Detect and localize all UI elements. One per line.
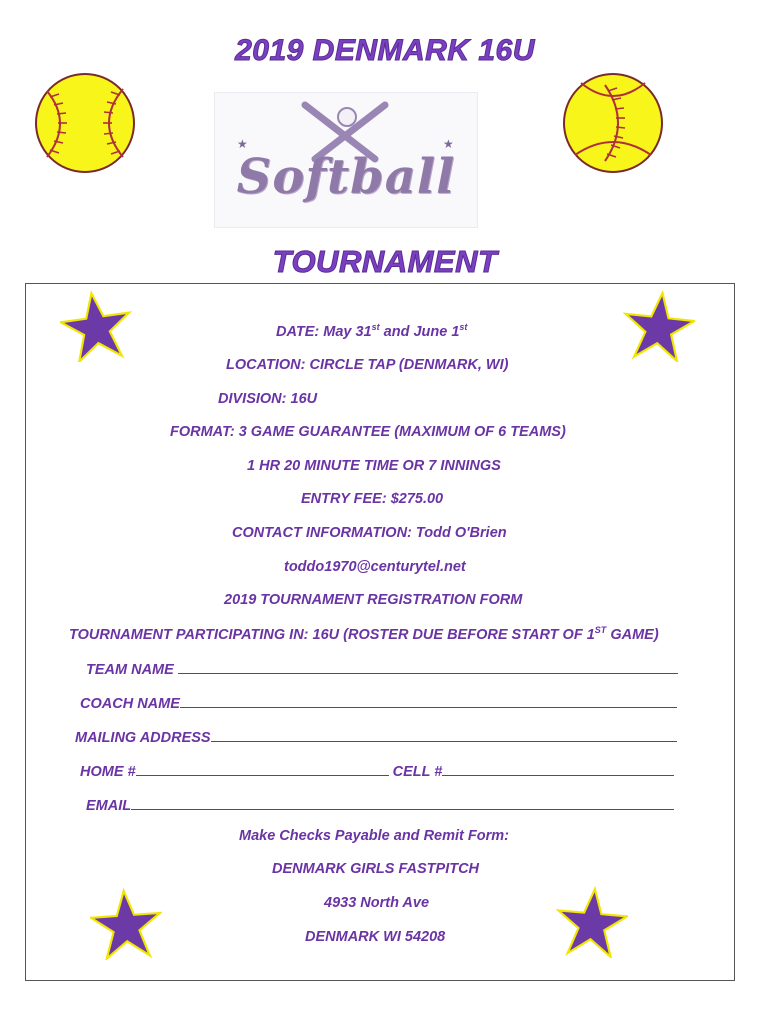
softball-left-icon	[33, 71, 137, 175]
time-limit-line: 1 HR 20 MINUTE TIME OR 7 INNINGS	[247, 458, 501, 474]
date-line: DATE: May 31st and June 1st	[276, 322, 468, 340]
remit-street: 4933 North Ave	[324, 895, 430, 911]
email-label: EMAIL	[86, 798, 132, 814]
email-field[interactable]	[131, 795, 674, 810]
remit-org: DENMARK GIRLS FASTPITCH	[272, 861, 480, 877]
contact-line: CONTACT INFORMATION: Todd O'Brien	[232, 525, 507, 541]
star-bottom-right-icon	[556, 886, 628, 958]
small-star-icon: ★	[443, 137, 454, 151]
mailing-address-row	[75, 727, 677, 746]
remit-city: DENMARK WI 54208	[305, 929, 446, 945]
page-title: 2019 DENMARK 16U	[235, 34, 535, 67]
home-phone-field[interactable]	[136, 761, 389, 776]
format-line: FORMAT: 3 GAME GUARANTEE (MAXIMUM OF 6 TEAMS)	[170, 424, 566, 440]
registration-heading: 2019 TOURNAMENT REGISTRATION FORM	[224, 592, 523, 608]
entry-fee-line: ENTRY FEE: $275.00	[301, 491, 444, 507]
softball-logo	[214, 92, 478, 228]
location-line: LOCATION: CIRCLE TAP (DENMARK, WI)	[226, 357, 509, 373]
division-line: DIVISION: 16U	[218, 391, 318, 407]
star-top-right-icon	[623, 290, 695, 362]
page-subtitle: TOURNAMENT	[272, 244, 498, 279]
participating-line: TOURNAMENT PARTICIPATING IN: 16U (ROSTER DUE BEFORE START OF 1ST GAME)	[69, 625, 659, 643]
team-name-field[interactable]	[178, 659, 678, 674]
star-top-left-icon	[60, 290, 132, 362]
cell-label: CELL #	[388, 764, 443, 780]
small-star-icon: ★	[237, 137, 248, 151]
logo-word: Softball	[236, 149, 456, 205]
email-row	[86, 795, 674, 814]
mailing-address-field[interactable]	[211, 727, 677, 742]
softball-right-icon	[561, 71, 665, 175]
cell-phone-field[interactable]	[442, 761, 674, 776]
contact-email: toddo1970@centurytel.net	[284, 559, 466, 575]
coach-name-field[interactable]	[180, 693, 677, 708]
team-name-row	[86, 659, 678, 678]
remit-heading: Make Checks Payable and Remit Form:	[239, 828, 509, 844]
home-label: HOME #	[80, 764, 136, 780]
phone-row	[80, 761, 674, 780]
coach-name-label: COACH NAME	[80, 696, 180, 712]
coach-name-row	[80, 693, 677, 712]
team-name-label: TEAM NAME	[86, 662, 178, 678]
mailing-address-label: MAILING ADDRESS	[75, 730, 211, 746]
star-bottom-left-icon	[90, 888, 162, 960]
